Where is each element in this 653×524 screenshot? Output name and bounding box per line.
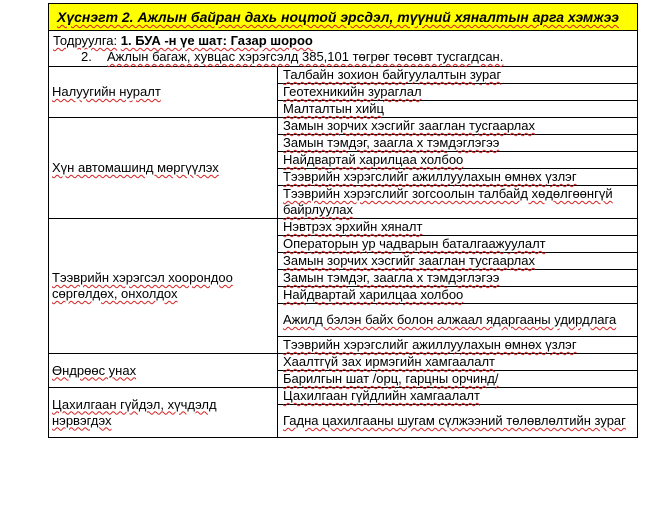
- control-measure-cell: [278, 354, 638, 371]
- control-measure-cell: [278, 219, 638, 236]
- intro-cell: [49, 31, 638, 67]
- intro-budget-text: Ажлын багаж, хувцас хэрэгсэлд 385,101 төгрөг төсөвт тусгагдсан.: [107, 49, 504, 64]
- intro-label: Тодруулга:: [53, 33, 118, 48]
- control-measure-cell: [278, 287, 638, 304]
- table-title-row: [49, 4, 638, 31]
- risk-category: Өндрөөс унах: [52, 362, 137, 378]
- intro-stage: 1. БУА -н үе шат: Газар шороо: [120, 33, 313, 48]
- document: [48, 3, 637, 438]
- table-row: [49, 354, 638, 371]
- control-measure: Гадна цахилгааны шугам сүлжээний төлөвлөлтийн зураг: [283, 413, 626, 428]
- control-measure: Операторын ур чадварын баталгаажуулалт: [283, 236, 546, 251]
- control-measure: Барилгын шат /орц, гарцны орчинд/: [283, 371, 499, 386]
- control-measure-cell: [278, 304, 638, 337]
- risk-table: [48, 3, 638, 438]
- intro-row: [49, 31, 638, 67]
- control-measure-cell: [278, 169, 638, 186]
- table-row: [49, 388, 638, 405]
- control-measure-cell: [278, 67, 638, 84]
- control-measure: Малталтын хийц: [283, 101, 384, 116]
- control-measure: Ажилд бэлэн байх болон алжаал ядаргааны удирдлага: [283, 312, 617, 327]
- control-measure-cell: [278, 253, 638, 270]
- risk-category: Тээврийн хэрэгсэл хоорондоо сөргөлдөх, онхолдох: [52, 270, 233, 301]
- control-measure: Геотехникийн зураглал: [283, 84, 422, 99]
- control-measure: Тээврийн хэрэгслийг ажиллуулахын өмнөх үзлэг: [283, 337, 577, 352]
- table-row: [49, 67, 638, 84]
- risk-category-cell: [49, 388, 278, 438]
- control-measure: Замын зорчих хэсгийг зааглан тусгаарлах: [283, 253, 535, 268]
- control-measure: Хаалтгүй зах ирмэгийн хамгаалалт: [283, 354, 495, 369]
- risk-category: Налуугийн нуралт: [52, 84, 161, 99]
- control-measure-cell: [278, 405, 638, 438]
- control-measure: Тээврийн хэрэгслийг зогсоолын талбайд хөдөлгөөнгүй байрлуулах: [283, 186, 613, 217]
- control-measure-cell: [278, 152, 638, 169]
- risk-category: Хүн автомашинд мөргүүлэх: [52, 160, 219, 175]
- control-measure: Найдвартай харилцаа холбоо: [283, 287, 464, 302]
- intro-line-2: [53, 49, 633, 65]
- control-measure-cell: [278, 337, 638, 354]
- risk-category: Цахилгаан гүйдэл, хүчдэлд нэрвэгдэх: [52, 396, 217, 428]
- control-measure-cell: [278, 84, 638, 101]
- control-measure: Замын тэмдэг, заагла х тэмдэглэгээ: [283, 270, 500, 285]
- intro-line-1: [53, 33, 633, 49]
- control-measure: Тээврийн хэрэгслийг ажиллуулахын өмнөх үзлэг: [283, 169, 577, 184]
- risk-category-cell: [49, 67, 278, 118]
- control-measure: Замын зорчих хэсгийг зааглан тусгаарлах: [283, 118, 535, 133]
- control-measure-cell: [278, 186, 638, 219]
- control-measure-cell: [278, 236, 638, 253]
- control-measure: Талбайн зохион байгуулалтын зураг: [283, 67, 502, 82]
- control-measure-cell: [278, 388, 638, 405]
- intro-line-2-number: 2.: [81, 49, 92, 64]
- table-row: [49, 219, 638, 236]
- table-row: [49, 118, 638, 135]
- table-title-text: Хүснэгт 2. Ажлын байран дахь ноцтой эрсдэл, түүний хяналтын арга хэмжээ: [57, 9, 620, 25]
- control-measure-cell: [278, 270, 638, 287]
- risk-category-cell: [49, 118, 278, 219]
- control-measure-cell: [278, 135, 638, 152]
- control-measure: Замын тэмдэг, заагла х тэмдэглэгээ: [283, 135, 500, 150]
- control-measure: Цахилгаан гүйдлийн хамгаалалт: [283, 388, 480, 403]
- control-measure-cell: [278, 118, 638, 135]
- control-measure: Найдвартай харилцаа холбоо: [283, 152, 464, 167]
- control-measure: Нэвтрэх эрхийн хяналт: [283, 219, 423, 234]
- risk-category-cell: [49, 354, 278, 388]
- table-title: [49, 4, 638, 31]
- control-measure-cell: [278, 371, 638, 388]
- risk-category-cell: [49, 219, 278, 354]
- control-measure-cell: [278, 101, 638, 118]
